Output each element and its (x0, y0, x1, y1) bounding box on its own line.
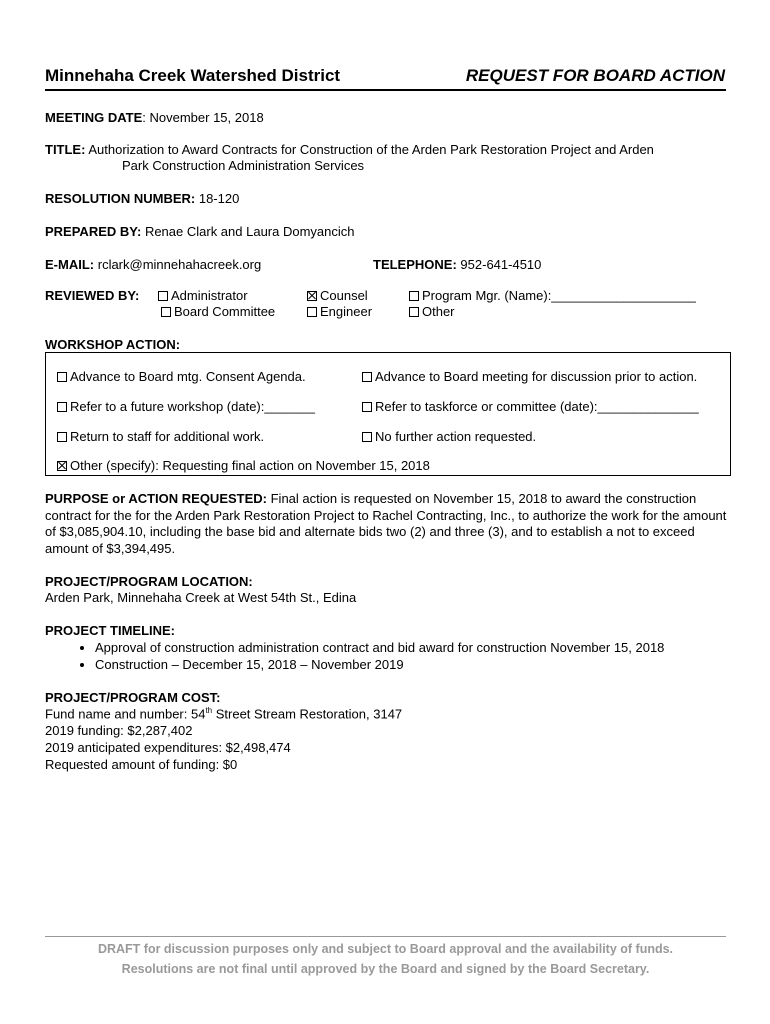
checkbox-board-committee[interactable] (161, 307, 171, 317)
cost-funding-2019: 2019 funding: $2,287,402 (45, 723, 193, 738)
reviewed-program-mgr[interactable] (409, 288, 696, 303)
checkbox-workshop-other[interactable] (57, 461, 67, 471)
timeline-item: • Approval of construction administration contract and bid award for construction November 15, 2018 (95, 640, 735, 657)
workshop-option-label: Refer to a future workshop (date):_______ (70, 399, 315, 414)
checkbox-administrator[interactable] (158, 291, 168, 301)
resolution-label: RESOLUTION NUMBER: (45, 191, 196, 206)
workshop-option-label: Advance to Board mtg. Consent Agenda. (70, 369, 306, 384)
meeting-date (45, 110, 264, 125)
purpose-label: PURPOSE or ACTION REQUESTED: (45, 491, 267, 506)
reviewed-counsel[interactable] (307, 288, 368, 303)
resolution-number (45, 191, 239, 206)
workshop-option-discussion[interactable] (362, 369, 697, 384)
workshop-option-taskforce[interactable] (362, 399, 699, 414)
checkbox-counsel[interactable] (307, 291, 317, 301)
document-type: REQUEST FOR BOARD ACTION (465, 66, 725, 85)
footer-line2: Resolutions are not final until approved by the Board and signed by the Board Secretary. (121, 962, 650, 976)
cost-label: PROJECT/PROGRAM COST: (45, 690, 221, 705)
org-name: Minnehaha Creek Watershed District (45, 66, 341, 85)
location-label: PROJECT/PROGRAM LOCATION: (45, 574, 253, 589)
reviewed-other[interactable] (409, 304, 455, 319)
cost-fund-suffix: Street Stream Restoration, 3147 (212, 706, 403, 722)
reviewed-engineer[interactable] (307, 304, 372, 319)
telephone-label: TELEPHONE: (373, 257, 457, 272)
workshop-option-label: Other (specify): Requesting final action on November 15, 2018 (70, 458, 430, 473)
cost-anticipated-2019: 2019 anticipated expenditures: $2,498,474 (45, 740, 291, 755)
reviewed-counsel-label: Counsel (320, 288, 368, 303)
prepared-by-label: PREPARED BY: (45, 224, 142, 239)
telephone-value: 952-641-4510 (460, 257, 542, 272)
prepared-by (45, 224, 355, 239)
workshop-option-other[interactable] (57, 458, 430, 473)
workshop-option-return-to-staff[interactable] (57, 429, 264, 444)
title-label: TITLE: (45, 142, 86, 157)
reviewed-board-committee-label: Board Committee (174, 304, 276, 319)
telephone (373, 257, 541, 272)
reviewed-board-committee[interactable] (161, 304, 275, 319)
prepared-by-value: Renae Clark and Laura Domyancich (144, 224, 355, 239)
checkbox-engineer[interactable] (307, 307, 317, 317)
workshop-option-label: Advance to Board meeting for discussion prior to action. (375, 369, 698, 384)
checkbox-discussion[interactable] (362, 372, 372, 382)
reviewed-administrator-label: Administrator (171, 288, 248, 303)
header-rule (45, 89, 726, 91)
title-line1 (45, 142, 654, 157)
workshop-option-future-workshop[interactable] (57, 399, 315, 414)
timeline-list (45, 640, 735, 673)
resolution-value: 18-120 (198, 191, 240, 206)
cost-fund-prefix: Fund name and number: 54 (45, 706, 206, 722)
meeting-date-value: : November 15, 2018 (142, 110, 264, 125)
reviewed-engineer-label: Engineer (320, 304, 373, 319)
footer-rule (45, 936, 726, 937)
cost-fund (45, 706, 402, 721)
title-text-line1: Authorization to Award Contracts for Construction of the Arden Park Restoration Project and Arden (88, 142, 654, 157)
email-value: rclark@minnehahacreek.org (97, 257, 262, 272)
workshop-option-label: Return to staff for additional work. (70, 429, 265, 444)
checkbox-future-workshop[interactable] (57, 402, 67, 412)
meeting-date-label: MEETING DATE (45, 110, 143, 125)
checkbox-no-further-action[interactable] (362, 432, 372, 442)
email-label: E-MAIL: (45, 257, 95, 272)
checkbox-taskforce[interactable] (362, 402, 372, 412)
reviewed-program-mgr-label: Program Mgr. (Name):____________________ (422, 288, 696, 303)
cost-fund-sup: th (205, 706, 213, 715)
timeline-item: • Construction – December 15, 2018 – November 2019 (95, 657, 735, 674)
workshop-option-label: Refer to taskforce or committee (date):______________ (375, 399, 699, 414)
timeline-label: PROJECT TIMELINE: (45, 623, 176, 638)
reviewed-administrator[interactable] (158, 288, 248, 303)
workshop-option-consent-agenda[interactable] (57, 369, 306, 384)
checkbox-other[interactable] (409, 307, 419, 317)
checkbox-return-to-staff[interactable] (57, 432, 67, 442)
workshop-option-label: No further action requested. (375, 429, 537, 444)
reviewed-other-label: Other (422, 304, 455, 319)
reviewed-by-label: REVIEWED BY: (45, 288, 140, 303)
checkbox-program-mgr[interactable] (409, 291, 419, 301)
workshop-option-no-further-action[interactable] (362, 429, 536, 444)
title-text-line2: Park Construction Administration Services (122, 158, 365, 173)
footer-line1: DRAFT for discussion purposes only and subject to Board approval and the availability of funds. (97, 942, 674, 956)
location-text: Arden Park, Minnehaha Creek at West 54th St., Edina (45, 590, 357, 605)
purpose-paragraph (45, 491, 730, 557)
email (45, 257, 261, 272)
workshop-action-label: WORKSHOP ACTION: (45, 337, 181, 352)
checkbox-consent-agenda[interactable] (57, 372, 67, 382)
purpose-text: Final action is requested on November 15, 2018 to award the construction contract for the for the Arden Park Restoration Project to Rachel Contracting, Inc., to authorize the work for the amount of $3,085,904.10, including the base bid and alternate bids two (2) and three (3), and to establish a not to exceed amount of $3,394,495. (45, 491, 727, 556)
cost-requested: Requested amount of funding: $0 (45, 757, 238, 772)
